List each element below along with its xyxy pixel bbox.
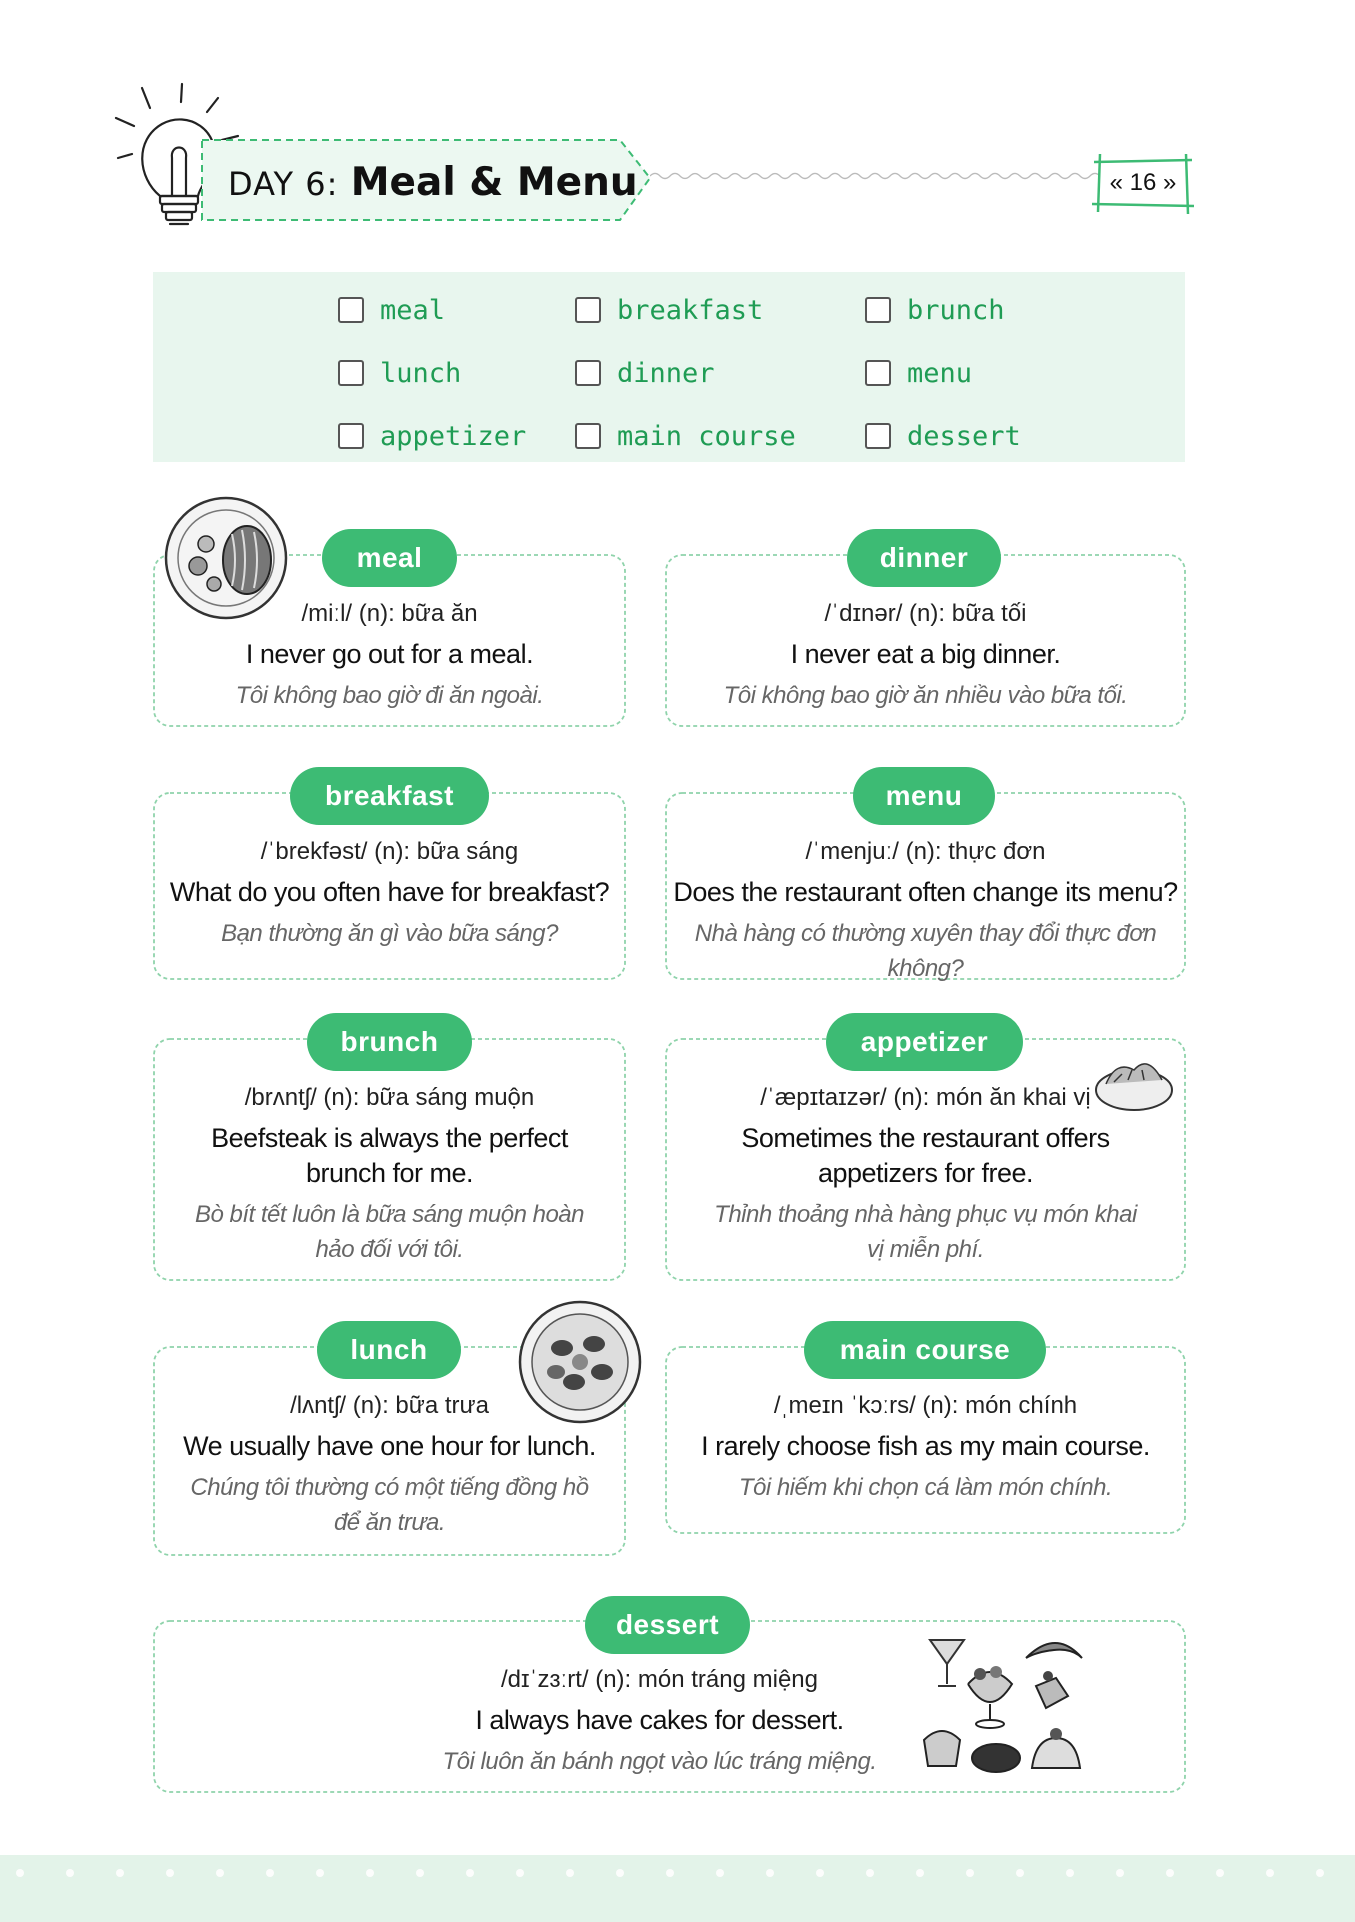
translation: Tôi hiếm khi chọn cá làm món chính.	[738, 1474, 1113, 1501]
checkbox[interactable]	[338, 297, 364, 323]
lunch-plate-icon	[516, 1298, 646, 1428]
phonetic: /lʌntʃ/ (n): bữa trưa	[290, 1392, 489, 1419]
word-label-dessert: dessert	[585, 1596, 750, 1654]
card-brunch	[152, 1037, 627, 1282]
checkbox[interactable]	[865, 360, 891, 386]
word-label-lunch: lunch	[317, 1321, 461, 1379]
header-wavy-line	[650, 168, 1100, 184]
checkbox[interactable]	[575, 297, 601, 323]
example-sentence: Beefsteak is always the perfect brunch for me.	[211, 1123, 568, 1188]
checklist-item-meal[interactable]	[338, 290, 445, 330]
checklist-item-brunch[interactable]	[865, 290, 1005, 330]
appetizer-bowl-icon	[1092, 1052, 1176, 1116]
translation: Chúng tôi thường có một tiếng đồng hồ để ăn trưa.	[190, 1474, 589, 1536]
word-label-main-course: main course	[804, 1321, 1046, 1379]
word-label-meal: meal	[322, 529, 457, 587]
page-title	[228, 160, 638, 205]
example-sentence: We usually have one hour for lunch.	[183, 1431, 596, 1461]
topic-title: Meal & Menu	[350, 160, 638, 205]
example-sentence: Does the restaurant often change its menu?	[673, 877, 1178, 907]
translation: Tôi luôn ăn bánh ngọt vào lúc tráng miệng.	[442, 1748, 877, 1775]
footer-band	[0, 1855, 1355, 1922]
dessert-sweets-icon	[920, 1628, 1090, 1788]
footer-pattern	[0, 1855, 1355, 1895]
phonetic: /dɪˈzɜːrt/ (n): món tráng miệng	[501, 1666, 818, 1693]
checkbox[interactable]	[865, 423, 891, 449]
checklist-item-breakfast[interactable]	[575, 290, 763, 330]
checklist-label: dinner	[617, 357, 715, 389]
checkbox[interactable]	[338, 360, 364, 386]
translation: Tôi không bao giờ ăn nhiều vào bữa tối.	[723, 682, 1128, 709]
phonetic: /miːl/ (n): bữa ăn	[301, 600, 478, 627]
checklist-label: lunch	[380, 357, 462, 389]
checklist-label: brunch	[907, 294, 1005, 326]
checklist-item-menu[interactable]	[865, 353, 972, 393]
translation: Bạn thường ăn gì vào bữa sáng?	[221, 920, 558, 947]
example-sentence: I never eat a big dinner.	[790, 639, 1061, 669]
checklist-label: appetizer	[380, 420, 527, 452]
translation: Tôi không bao giờ đi ăn ngoài.	[235, 682, 544, 709]
example-sentence: Sometimes the restaurant offers appetizers for free.	[741, 1123, 1110, 1188]
checklist-item-dinner[interactable]	[575, 353, 715, 393]
phonetic: /ˌmeɪn ˈkɔːrs/ (n): món chính	[773, 1392, 1078, 1419]
translation: Thỉnh thoảng nhà hàng phục vụ món khai vị miễn phí.	[714, 1201, 1137, 1263]
checklist-item-lunch[interactable]	[338, 353, 461, 393]
title-banner	[110, 78, 670, 238]
word-label-dinner: dinner	[847, 529, 1001, 587]
phonetic: /ˈbrekfəst/ (n): bữa sáng	[260, 838, 519, 865]
phonetic: /ˈæpɪtaɪzər/ (n): món ăn khai vị	[760, 1084, 1091, 1111]
page-number: « 16 »	[1109, 169, 1177, 196]
checklist-label: main course	[617, 420, 796, 452]
word-label-appetizer: appetizer	[826, 1013, 1023, 1071]
example-sentence: What do you often have for breakfast?	[169, 877, 610, 907]
checklist-label: breakfast	[617, 294, 764, 326]
checklist-item-appetizer[interactable]	[338, 416, 526, 456]
phonetic: /brʌntʃ/ (n): bữa sáng muộn	[244, 1084, 535, 1111]
example-sentence: I always have cakes for dessert.	[475, 1705, 844, 1735]
phonetic: /ˈmenjuː/ (n): thực đơn	[805, 838, 1046, 865]
checklist-item-main-course[interactable]	[575, 416, 796, 456]
phonetic: /ˈdɪnər/ (n): bữa tối	[824, 600, 1027, 627]
checkbox[interactable]	[575, 423, 601, 449]
meal-plate-icon	[162, 494, 292, 624]
example-sentence: I rarely choose fish as my main course.	[701, 1431, 1150, 1461]
word-label-menu: menu	[853, 767, 995, 825]
example-sentence: I never go out for a meal.	[245, 639, 534, 669]
checklist-label: dessert	[907, 420, 1021, 452]
checklist-label: menu	[907, 357, 973, 389]
checklist-item-dessert[interactable]	[865, 416, 1021, 456]
day-label: DAY 6:	[228, 165, 339, 203]
vocabulary-checklist	[153, 272, 1185, 462]
translation: Nhà hàng có thường xuyên thay đổi thực đơn không?	[694, 920, 1157, 982]
checkbox[interactable]	[575, 360, 601, 386]
word-label-breakfast: breakfast	[290, 767, 489, 825]
checklist-label: meal	[380, 294, 446, 326]
checkbox[interactable]	[865, 297, 891, 323]
checkbox[interactable]	[338, 423, 364, 449]
translation: Bò bít tết luôn là bữa sáng muộn hoàn hảo đối với tôi.	[195, 1201, 584, 1263]
word-label-brunch: brunch	[307, 1013, 472, 1071]
